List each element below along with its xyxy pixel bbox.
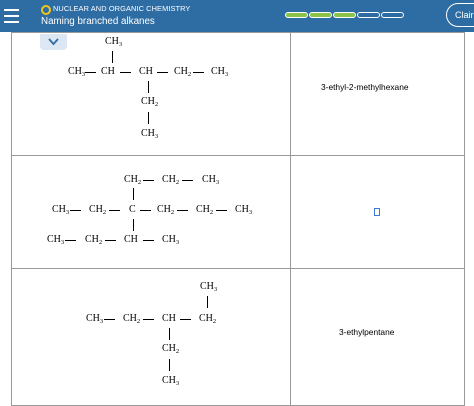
group-ch3: $CH_3$ (68, 66, 86, 78)
group-ch3: $CH_3$ (162, 234, 180, 246)
bond (133, 188, 134, 200)
bond (70, 210, 81, 211)
group-ch2: $CH_2$ (141, 96, 159, 108)
progress-segment (309, 12, 332, 18)
bond (143, 319, 154, 320)
progress-segment (333, 12, 356, 18)
group-ch2: $CH_2$ (85, 234, 103, 246)
bond (120, 72, 131, 73)
group-ch: CH (162, 313, 176, 324)
bond (109, 210, 120, 211)
collapse-tab[interactable] (40, 34, 67, 50)
topic-status-icon (41, 5, 51, 15)
group-ch: CH (139, 66, 153, 77)
group-ch: CH (101, 66, 115, 77)
answer-cell (291, 33, 465, 156)
bond (148, 81, 149, 93)
bond (105, 240, 116, 241)
table-row (12, 33, 465, 156)
answer-text: 3-ethylpentane (339, 327, 395, 337)
structure-cell (12, 33, 291, 156)
group-ch3: $CH_3$ (141, 128, 159, 140)
bond (65, 240, 76, 241)
group-ch2: $CH_2$ (196, 204, 214, 216)
answer-input[interactable] (374, 208, 380, 216)
group-ch2: $CH_2$ (124, 174, 142, 186)
page-title: Naming branched alkanes (41, 16, 155, 27)
group-ch: CH (124, 234, 138, 245)
group-ch2: $CH_2$ (199, 313, 217, 325)
bond (193, 72, 204, 73)
group-ch3: $CH_3$ (52, 204, 70, 216)
structure-cell (12, 156, 291, 269)
bond (207, 296, 208, 308)
bond (133, 219, 134, 231)
answer-cell (291, 156, 465, 269)
group-ch2: $CH_2$ (174, 66, 192, 78)
bond (148, 112, 149, 124)
table-row (12, 269, 465, 406)
bond (143, 180, 154, 181)
bond (182, 180, 193, 181)
group-ch2: $CH_2$ (89, 204, 107, 216)
structure-row2 (12, 156, 290, 268)
bond (140, 210, 151, 211)
bond (104, 319, 115, 320)
progress-segment (357, 12, 380, 18)
group-ch3: $CH_3$ (235, 204, 253, 216)
top-bar (0, 0, 474, 32)
claim-button[interactable]: Clair (446, 3, 474, 27)
bond (169, 328, 170, 340)
structure-row3 (12, 269, 290, 405)
group-ch2: $CH_2$ (157, 204, 175, 216)
table-row (12, 156, 465, 269)
progress-bar (285, 12, 404, 18)
bond (169, 359, 170, 371)
bond (143, 240, 154, 241)
bond (216, 210, 227, 211)
progress-segment (285, 12, 308, 18)
structure-cell (12, 269, 291, 406)
structure-row1 (12, 33, 290, 155)
group-ch3: $CH_3$ (162, 375, 180, 387)
progress-segment (381, 12, 404, 18)
group-c: C (129, 204, 136, 215)
answer-text: 3-ethyl-2-methylhexane (321, 82, 409, 92)
bond (177, 210, 188, 211)
group-ch2: $CH_2$ (162, 174, 180, 186)
bond (112, 51, 113, 63)
menu-icon[interactable] (0, 0, 24, 32)
chevron-down-icon (48, 38, 59, 46)
group-ch3: $CH_3$ (105, 36, 123, 48)
bond (85, 72, 96, 73)
answer-cell (291, 269, 465, 406)
group-ch3: $CH_3$ (200, 281, 218, 293)
bond (180, 319, 191, 320)
group-ch3: $CH_3$ (86, 313, 104, 325)
bond (157, 72, 168, 73)
group-ch3: $CH_3$ (211, 66, 229, 78)
group-ch3: $CH_3$ (47, 234, 65, 246)
topic-label: NUCLEAR AND ORGANIC CHEMISTRY (53, 4, 191, 13)
molecule-table (11, 32, 465, 406)
group-ch3: $CH_3$ (202, 174, 220, 186)
group-ch2: $CH_2$ (123, 313, 141, 325)
group-ch2: $CH_2$ (162, 343, 180, 355)
